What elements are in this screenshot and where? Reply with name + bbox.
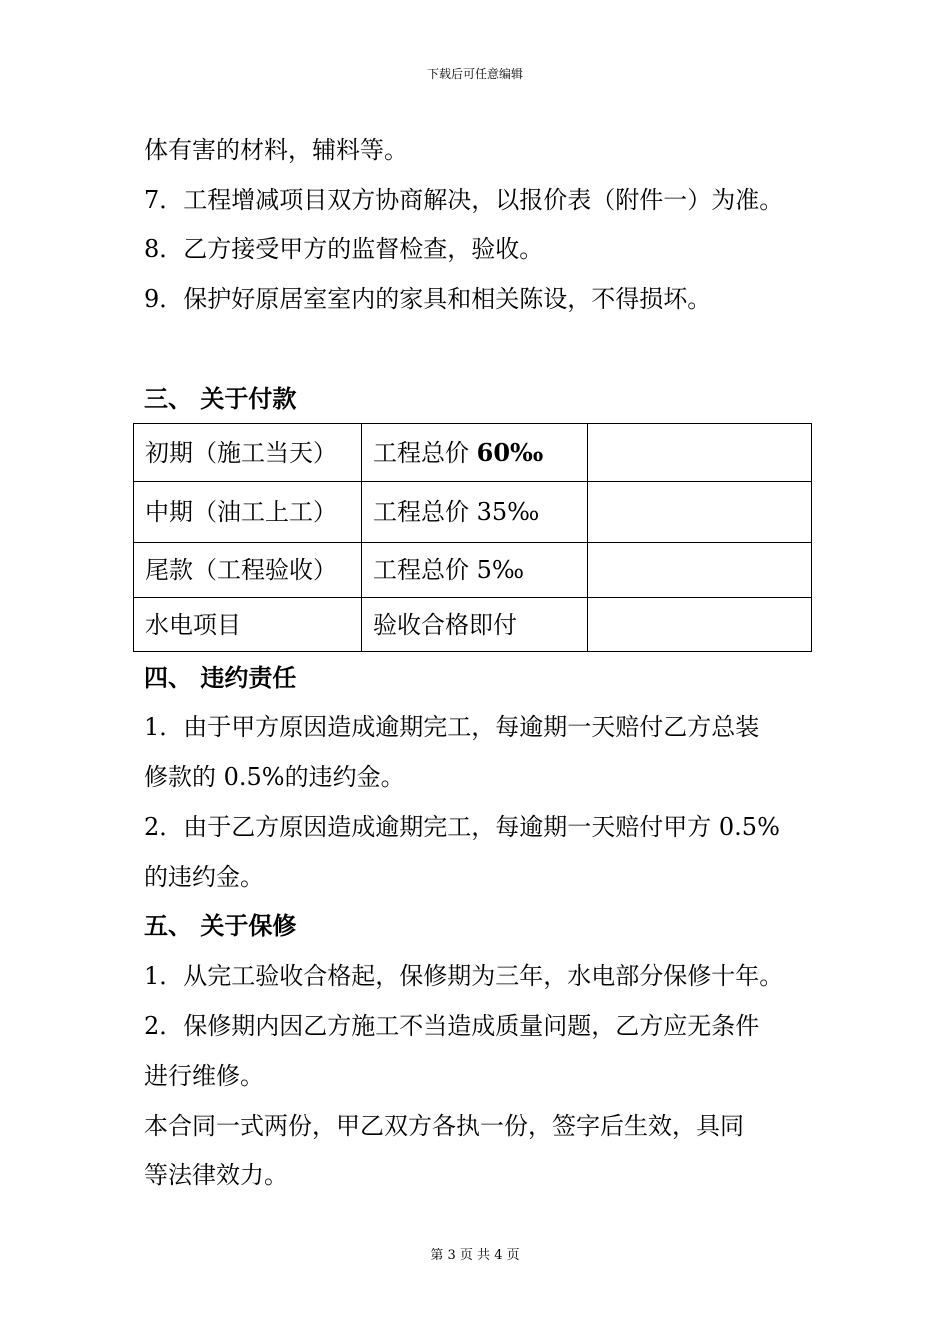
table-row — [134, 543, 812, 598]
table-row — [134, 598, 812, 652]
payment-table — [133, 423, 812, 652]
clause-7: 7．工程增减项目双方协商解决，以报价表（附件一）为准。 — [144, 186, 784, 214]
section-heading-liability: 四、 违约责任 — [144, 664, 297, 692]
note-cell — [588, 424, 812, 482]
stage-cell: 初期（施工当天） — [134, 424, 362, 482]
amount-value: 5‰ — [476, 556, 525, 584]
section-heading-warranty: 五、 关于保修 — [144, 912, 297, 940]
stage-cell: 水电项目 — [134, 598, 362, 652]
amount-value: 35‰ — [476, 498, 540, 526]
amount-cell — [362, 543, 588, 598]
body-line: 修款的 0.5%的违约金。 — [144, 763, 405, 791]
section-heading-payment: 三、 关于付款 — [144, 385, 297, 413]
body-line: 2．保修期内因乙方施工不当造成质量问题，乙方应无条件 — [144, 1012, 760, 1040]
body-line: 2．由于乙方原因造成逾期完工，每逾期一天赔付甲方 0.5% — [144, 813, 780, 841]
note-cell — [588, 543, 812, 598]
clause-8: 8．乙方接受甲方的监督检查，验收。 — [144, 235, 544, 263]
body-line: 1．由于甲方原因造成逾期完工，每逾期一天赔付乙方总装 — [144, 713, 760, 741]
amount-label: 工程总价 — [373, 556, 477, 584]
body-line: 体有害的材料，辅料等。 — [144, 136, 408, 164]
amount-label: 验收合格即付 — [373, 610, 517, 639]
table-row — [134, 482, 812, 543]
stage-cell: 尾款（工程验收） — [134, 543, 362, 598]
table-row — [134, 424, 812, 482]
body-line: 进行维修。 — [144, 1062, 264, 1090]
page-header: 下载后可任意编辑 — [426, 67, 523, 81]
body-line: 等法律效力。 — [144, 1161, 288, 1189]
amount-cell — [362, 424, 588, 482]
body-line: 的违约金。 — [144, 863, 264, 891]
stage-cell: 中期（油工上工） — [134, 482, 362, 543]
amount-label: 工程总价 — [373, 498, 477, 526]
note-cell — [588, 598, 812, 652]
body-line: 本合同一式两份，甲乙双方各执一份，签字后生效，具同 — [144, 1112, 744, 1140]
amount-label: 工程总价 — [373, 438, 477, 467]
clause-9: 9．保护好原居室室内的家具和相关陈设，不得损坏。 — [144, 285, 712, 313]
body-line: 1．从完工验收合格起，保修期为三年，水电部分保修十年。 — [144, 962, 784, 990]
amount-value: 60‰ — [476, 437, 544, 467]
page-footer: 第 3 页 共 4 页 — [430, 1248, 520, 1263]
note-cell — [588, 482, 812, 543]
amount-cell — [362, 482, 588, 543]
amount-cell — [362, 598, 588, 652]
